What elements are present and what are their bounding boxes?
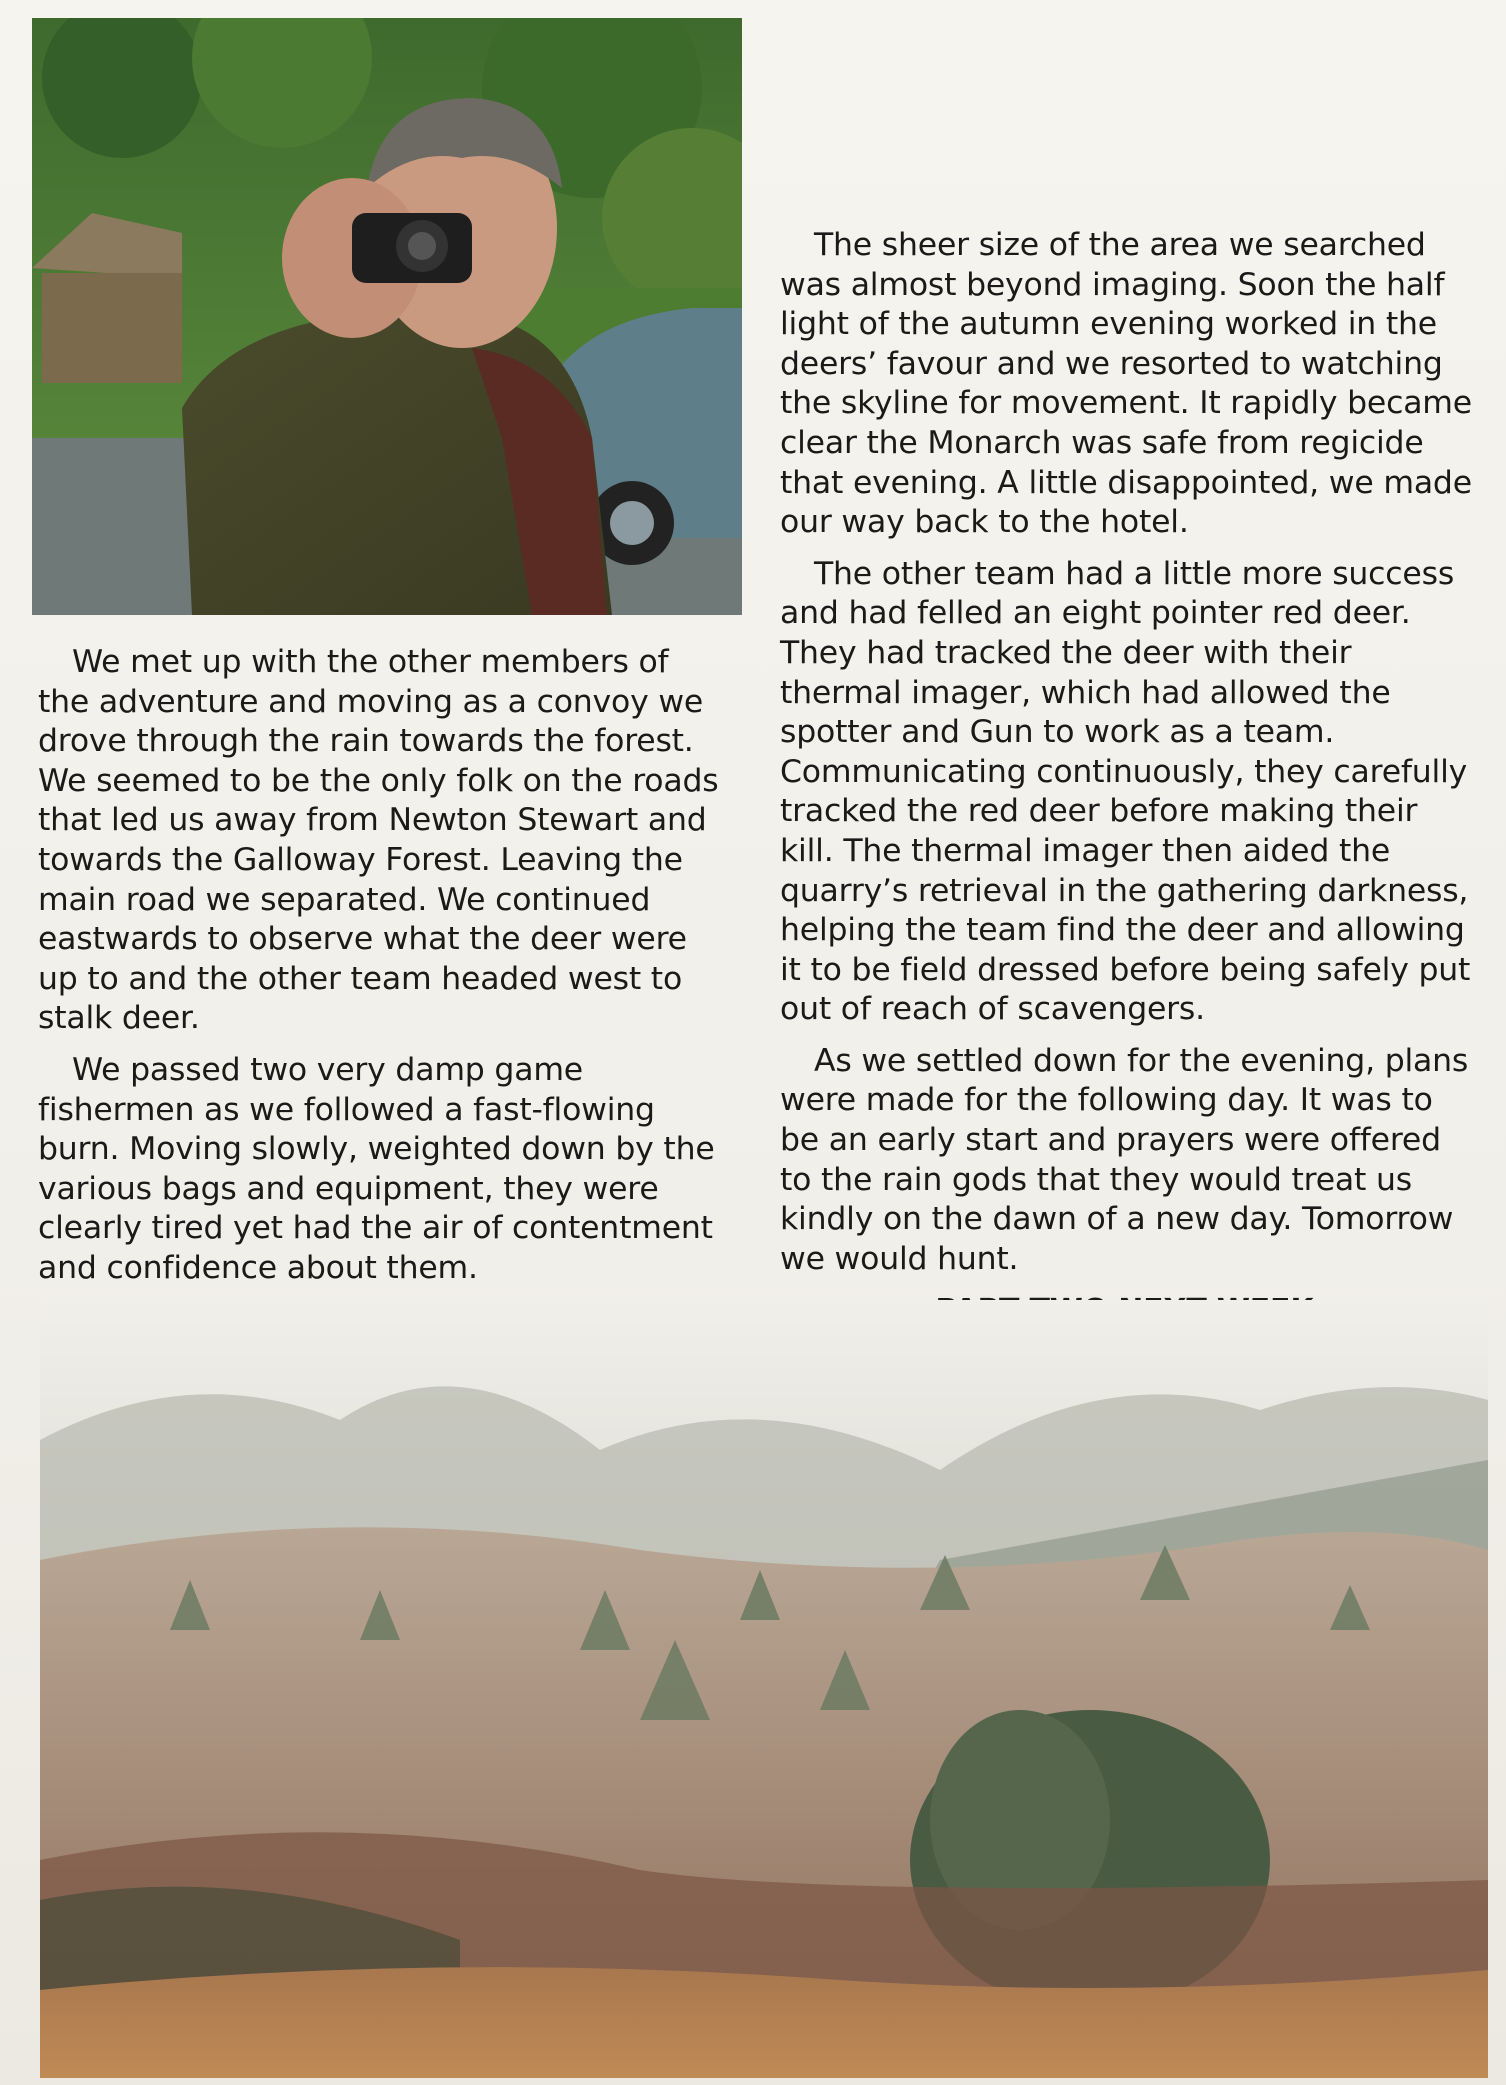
photo-man-with-thermal-imager: [32, 18, 742, 615]
article-column-left: [38, 643, 728, 1301]
paragraph-evening-plans: As we settled down for the evening, plans were made for the following day. It was to be an early start and prayers were offered to the rain gods that they would treat us kindly on the dawn of a new day. Tomorrow we would hunt.: [780, 1042, 1469, 1277]
paragraph-other-team: The other team had a little more success and had felled an eight pointer red deer. They had tracked the deer with their thermal imager, which had allowed the spotter and Gun to work as a team. Communicating continuously, they carefully tracked the red deer before making their kill. The thermal imager then aided the quarry’s retrieval in the gathering darkness, helping the team find the deer and allowing it to be field dressed before being safely put out of reach of scavengers.: [780, 555, 1471, 1028]
paragraph-search-area: The sheer size of the area we searched was almost beyond imaging. Soon the half light of the autumn evening worked in the deers’ favour and we resorted to watching the skyline for movement. It rapidly became clear the Monarch was safe from regicide that evening. A little disappointed, we made our way back to the hotel.: [780, 227, 1472, 541]
article-column-right: [780, 226, 1480, 1343]
paragraph-fishermen: We passed two very damp game fishermen as we followed a fast-flowing burn. Moving slowly, weighted down by the various bags and equipment, they were clearly tired yet had the air of contentment and confidence about them.: [38, 1051, 715, 1286]
paragraph-convoy: We met up with the other members of the adventure and moving as a convoy we drove through the rain towards the forest. We seemed to be the only folk on the roads that led us away from Newton Stewart and towards the Galloway Forest. Leaving the main road we separated. We continued eastwards to observe what the deer were up to and the other team headed west to stalk deer.: [38, 644, 719, 1037]
photo-misty-galloway-forest: [40, 1300, 1488, 2078]
